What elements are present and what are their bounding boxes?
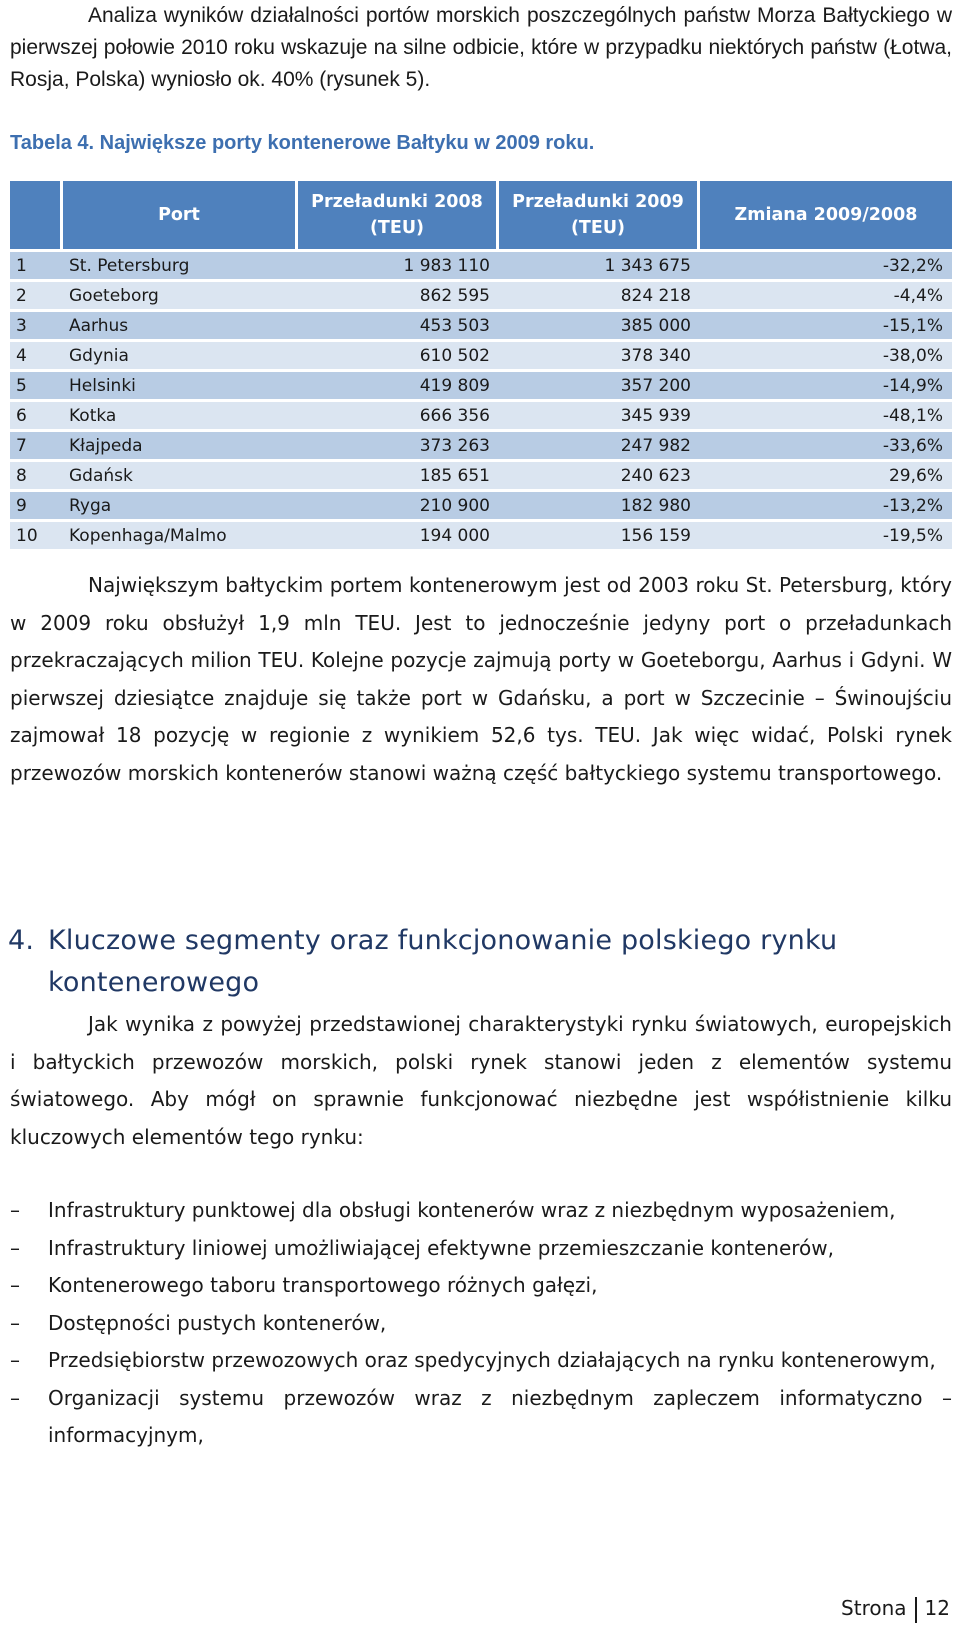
row-2009: 345 939 [499,402,700,429]
section-title-line2: kontenerowego [48,967,260,998]
row-index: 6 [10,402,63,429]
table-row [10,252,952,279]
row-index: 9 [10,492,63,519]
page-number: 12 [924,1596,950,1620]
table-row [10,342,952,369]
section-heading [8,920,837,1004]
row-change: -19,5% [700,522,952,549]
row-change: 29,6% [700,462,952,489]
table-row [10,462,952,489]
row-2008: 373 263 [298,432,499,459]
row-2009: 378 340 [499,342,700,369]
list-item [10,1380,952,1455]
row-change: -33,6% [700,432,952,459]
table-row [10,522,952,549]
table-caption: Tabela 4. Największe porty kontenerowe Bałtyku w 2009 roku. [10,132,595,154]
row-index: 5 [10,372,63,399]
row-index: 8 [10,462,63,489]
row-2009: 182 980 [499,492,700,519]
intro-text: Analiza wyników działalności portów morskich poszczególnych państw Morza Bałtyckiego w pierwszej połowie 2010 roku wskazuje na silne odbicie, które w przypadku niektórych państw (Łotwa, Rosja, Polska) wyniosło ok. 40% (rysunek 5). [10,4,952,91]
list-item-text: Organizacji systemu przewozów wraz z niezbędnym zapleczem informatyczno – informacyjnym, [48,1385,952,1447]
row-change: -48,1% [700,402,952,429]
list-item [10,1342,952,1380]
table-row [10,312,952,339]
list-item [10,1192,952,1230]
row-index: 1 [10,252,63,279]
row-change: -4,4% [700,282,952,309]
row-port: Kopenhaga/Malmo [63,522,298,549]
row-index: 10 [10,522,63,549]
section-number: 4. [8,925,35,956]
row-change: -13,2% [700,492,952,519]
footer-label: Strona [841,1596,907,1620]
row-2008: 210 900 [298,492,499,519]
row-2009: 824 218 [499,282,700,309]
row-port: St. Petersburg [63,252,298,279]
list-item [10,1230,952,1268]
list-item-text: Kontenerowego taboru transportowego różnych gałęzi, [48,1273,598,1297]
table-row [10,492,952,519]
row-2009: 240 623 [499,462,700,489]
row-2009: 385 000 [499,312,700,339]
list-item-text: Infrastruktury punktowej dla obsługi kontenerów wraz z niezbędnym wyposażeniem, [48,1198,896,1222]
row-port: Goeteborg [63,282,298,309]
row-2009: 1 343 675 [499,252,700,279]
row-port: Kłajpeda [63,432,298,459]
section-title-line1: Kluczowe segmenty oraz funkcjonowanie polskiego rynku [48,925,838,956]
dash-bullet: – [10,1385,20,1410]
row-2008: 453 503 [298,312,499,339]
row-index: 3 [10,312,63,339]
dash-bullet: – [10,1235,20,1260]
page-footer [841,1596,950,1623]
row-change: -38,0% [700,342,952,369]
dash-bullet: – [10,1273,20,1297]
table-row [10,372,952,399]
header-change: Zmiana 2009/2008 [700,181,952,249]
row-2008: 185 651 [298,462,499,489]
row-port: Gdańsk [63,462,298,489]
intro-paragraph [10,0,952,96]
row-change: -15,1% [700,312,952,339]
row-2008: 862 595 [298,282,499,309]
after-table-text: Największym bałtyckim portem kontenerowym jest od 2003 roku St. Petersburg, który w 2009 roku obsłużył 1,9 mln TEU. Jest to jednocześnie jedyny port o przeładunkach przekraczających milion TEU. Kolejne pozycje zajmują porty w Goeteborgu, Aarhus i Gdyni. W pierwszej dziesiątce znajduje się także port w Gdańsku, a port w Szczecinie – Świnoujściu zajmował 18 pozycję w regionie z wynikiem 52,6 tys. TEU. Jak więc widać, Polski rynek przewozów morskich kontenerów stanowi ważną część bałtyckiego systemu transportowego. [10,573,952,785]
row-port: Helsinki [63,372,298,399]
table-body [10,252,952,549]
row-2008: 419 809 [298,372,499,399]
row-2008: 610 502 [298,342,499,369]
header-port: Port [63,181,298,249]
list-item-text: Infrastruktury liniowej umożliwiającej efektywne przemieszczanie kontenerów, [48,1235,835,1260]
section-paragraph [10,1006,952,1156]
row-port: Kotka [63,402,298,429]
ports-table [10,178,952,552]
segments-list [10,1192,952,1455]
list-item [10,1305,952,1343]
list-item-text: Przedsiębiorstw przewozowych oraz spedycyjnych działających na rynku kontenerowym, [48,1348,936,1372]
row-index: 7 [10,432,63,459]
table-row [10,282,952,309]
table-row [10,432,952,459]
header-2008: Przeładunki 2008 (TEU) [298,181,499,249]
row-2009: 156 159 [499,522,700,549]
table-header-row [10,181,952,249]
dash-bullet: – [10,1198,20,1222]
row-2008: 1 983 110 [298,252,499,279]
row-change: -32,2% [700,252,952,279]
section-paragraph-text: Jak wynika z powyżej przedstawionej charakterystyki rynku światowych, europejskich i bałtyckich przewozów morskich, polski rynek stanowi jeden z elementów systemu światowego. Aby mógł on sprawnie funkcjonować niezbędne jest współistnienie kilku kluczowych elementów tego rynku: [10,1012,952,1149]
row-2009: 247 982 [499,432,700,459]
header-index [10,181,63,249]
row-port: Ryga [63,492,298,519]
row-change: -14,9% [700,372,952,399]
after-table-paragraph [10,567,952,792]
row-index: 2 [10,282,63,309]
list-item-text: Dostępności pustych kontenerów, [48,1310,387,1335]
row-port: Gdynia [63,342,298,369]
row-2008: 194 000 [298,522,499,549]
row-2008: 666 356 [298,402,499,429]
table-row [10,402,952,429]
header-2009: Przeładunki 2009 (TEU) [499,181,700,249]
row-port: Aarhus [63,312,298,339]
row-index: 4 [10,342,63,369]
list-item [10,1267,952,1305]
row-2009: 357 200 [499,372,700,399]
dash-bullet: – [10,1310,20,1335]
dash-bullet: – [10,1348,20,1372]
footer-separator [915,1597,917,1623]
